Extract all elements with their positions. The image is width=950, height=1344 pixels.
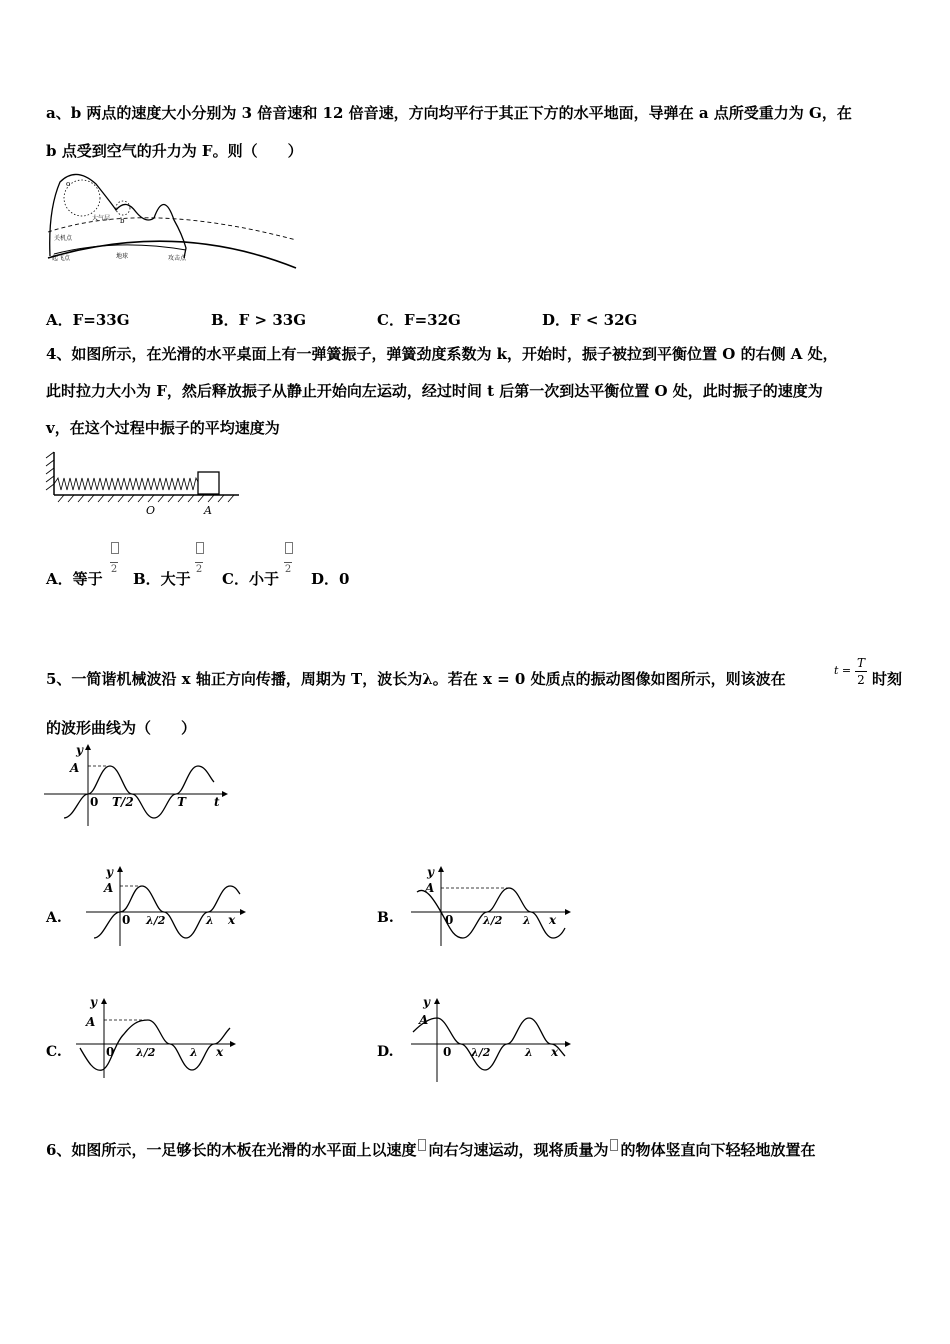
- y-axis-label: y: [427, 865, 434, 879]
- q6-text-part3: 的物体竖直向下轻轻地放置在: [620, 1141, 816, 1159]
- y-axis-label: y: [76, 743, 83, 757]
- amplitude-label: A: [70, 761, 80, 775]
- wavelength-label: λ: [190, 1046, 198, 1059]
- origin-label: 0: [90, 795, 99, 809]
- amplitude-label: A: [425, 881, 435, 895]
- fraction-f-over-2: 2: [283, 542, 293, 575]
- launch-point-label: 起飞点: [52, 255, 71, 262]
- x-axis-label: x: [216, 1045, 224, 1059]
- x-axis-label: x: [551, 1045, 559, 1059]
- q4-text-line1: 4、如图所示，在光滑的水平桌面上有一弹簧振子，弹簧劲度系数为 k，开始时，振子被拉到平衡位置 O 的右侧 A 处，: [46, 345, 838, 363]
- missile-trajectory-diagram: [46, 170, 301, 270]
- atmosphere-label: 大气层: [92, 215, 111, 222]
- q5-text-line1: 5、一简谐机械波沿 x 轴正方向传播，周期为 T，波长为λ。若在 x = 0 处质点的振动图像如图所示，则该波在: [46, 670, 786, 688]
- q4-option-d[interactable]: D．0: [311, 570, 350, 588]
- q5-t-equals: t =: [834, 664, 852, 677]
- q5-text-line1-end: 时刻: [872, 670, 903, 688]
- wavelength-label: λ: [206, 914, 214, 927]
- amplitude-label: A: [86, 1015, 96, 1029]
- q4-text-line3: v，在这个过程中振子的平均速度为: [46, 419, 280, 437]
- q6-text-part1: 6、如图所示，一足够长的木板在光滑的水平面上以速度: [46, 1141, 417, 1159]
- fraction-f-over-2: 2: [194, 542, 204, 575]
- point-a-label: A: [204, 504, 212, 517]
- y-axis-label: y: [106, 865, 113, 879]
- velocity-symbol-placeholder: [418, 1139, 426, 1151]
- q6-text-line1: [46, 1139, 815, 1160]
- amplitude-label: A: [104, 881, 114, 895]
- y-axis-label: y: [90, 995, 97, 1009]
- earth-label: 地球: [116, 253, 129, 260]
- point-o-label: o: [66, 180, 71, 188]
- wave-graph-option-c[interactable]: [70, 994, 240, 1080]
- q4-option-a[interactable]: A．等于: [46, 570, 103, 588]
- x-axis-label: x: [228, 913, 236, 927]
- wave-graph-option-a[interactable]: [80, 862, 250, 948]
- vibration-graph: [44, 742, 229, 830]
- shutdown-point-label: 关机点: [54, 235, 73, 242]
- x-axis-label: x: [549, 913, 557, 927]
- target-point-label: 攻击点: [168, 255, 187, 262]
- half-wavelength-label: λ/2: [146, 914, 166, 927]
- mass-symbol-placeholder: [610, 1139, 618, 1151]
- wave-graph-option-d[interactable]: [405, 994, 575, 1084]
- half-period-label: T/2: [112, 795, 134, 809]
- fraction-f-over-2: 2: [109, 542, 119, 575]
- amplitude-label: A: [419, 1013, 429, 1027]
- point-o-label: O: [146, 504, 156, 517]
- spring-oscillator-diagram: [44, 448, 244, 518]
- q4-text-line2: 此时拉力大小为 F，然后释放振子从静止开始向左运动，经过时间 t 后第一次到达平衡位置 O 处，此时振子的速度为: [46, 382, 823, 400]
- q5-fraction: T 2: [856, 656, 865, 687]
- q5-option-a[interactable]: A.: [46, 910, 62, 926]
- q3-option-d[interactable]: D．F < 32G: [542, 311, 638, 329]
- origin-label: 0: [122, 913, 131, 927]
- origin-label: 0: [106, 1045, 115, 1059]
- origin-label: 0: [445, 913, 454, 927]
- origin-label: 0: [443, 1045, 452, 1059]
- half-wavelength-label: λ/2: [471, 1046, 491, 1059]
- y-axis-label: y: [423, 995, 430, 1009]
- q6-text-part2: 向右匀速运动，现将质量为: [428, 1141, 609, 1159]
- q5-option-d[interactable]: D.: [377, 1044, 394, 1060]
- half-wavelength-label: λ/2: [483, 914, 503, 927]
- wave-graph-option-b[interactable]: [405, 862, 575, 948]
- t-axis-label: t: [214, 795, 220, 809]
- point-b-label: b: [120, 217, 125, 225]
- q4-option-c[interactable]: C．小于: [222, 570, 279, 588]
- q5-option-b[interactable]: B.: [377, 910, 394, 926]
- q3-text-line2: b 点受到空气的升力为 F。则（ ）: [46, 142, 303, 160]
- q5-option-c[interactable]: C.: [46, 1044, 62, 1060]
- q3-option-a[interactable]: A．F=33G: [46, 311, 130, 329]
- q3-option-c[interactable]: C．F=32G: [377, 311, 461, 329]
- q4-option-b[interactable]: B．大于: [133, 570, 191, 588]
- q3-option-b[interactable]: B．F > 33G: [211, 311, 307, 329]
- half-wavelength-label: λ/2: [136, 1046, 156, 1059]
- wavelength-label: λ: [525, 1046, 533, 1059]
- q3-text-line1: a、b 两点的速度大小分别为 3 倍音速和 12 倍音速，方向均平行于其正下方的水平地面，导弹在 a 点所受重力为 G，在: [46, 104, 852, 122]
- period-label: T: [177, 795, 186, 809]
- q5-text-line2: 的波形曲线为（ ）: [46, 719, 197, 737]
- wavelength-label: λ: [523, 914, 531, 927]
